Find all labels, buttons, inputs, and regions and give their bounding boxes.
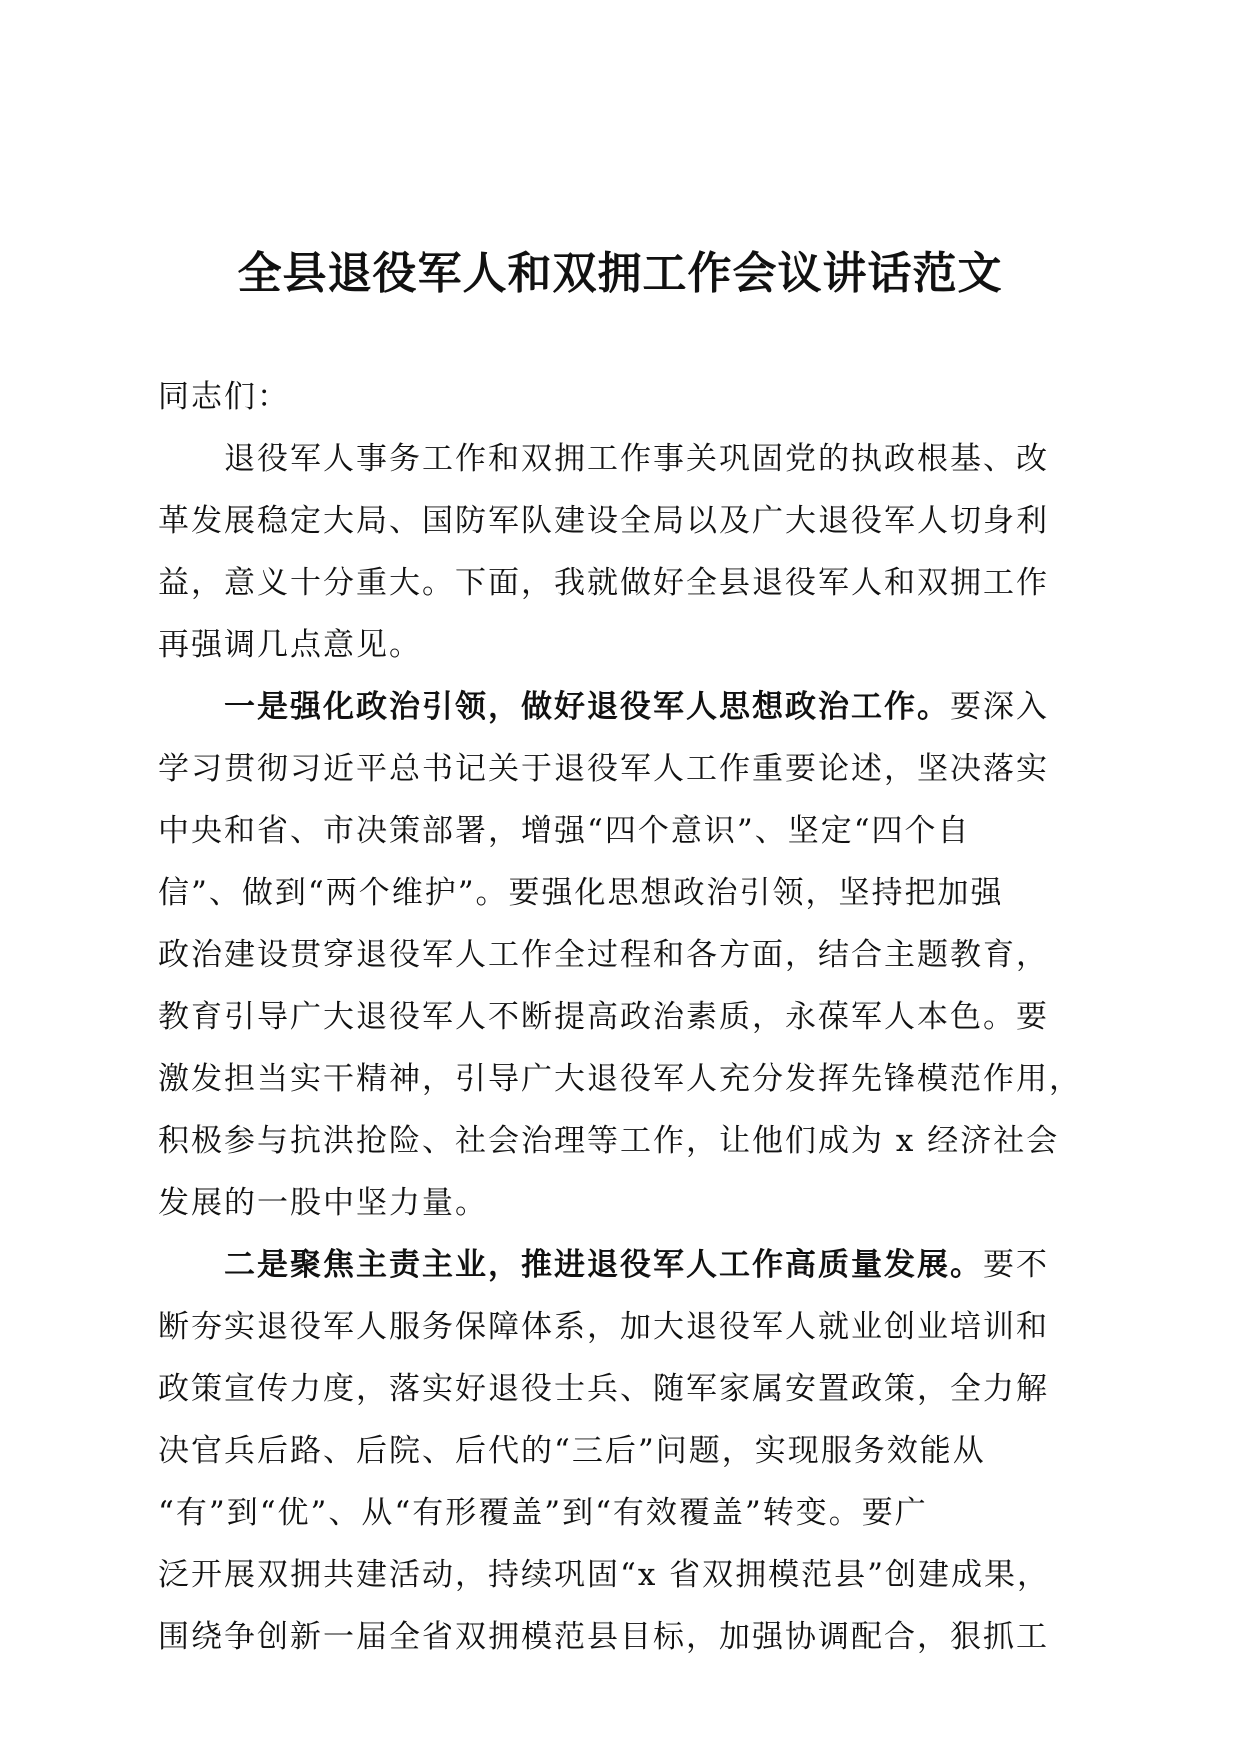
paragraph-2-line: 发展的一股中坚力量。 [158, 1185, 488, 1221]
paragraph-2-heading: 一是强化政治引领，做好退役军人思想政治工作。 [224, 689, 950, 725]
paragraph-2-line: 中央和省、市决策部署，增强“四个意识”、坚定“四个自 [158, 813, 971, 849]
paragraph-3-line: 围绕争创新一届全省双拥模范县目标，加强协调配合，狠抓工 [158, 1619, 1049, 1655]
paragraph-2-line: 政治建设贯穿退役军人工作全过程和各方面，结合主题教育， [158, 937, 1049, 973]
paragraph-2-line: 要深入 [950, 689, 1049, 725]
paragraph-1-line: 益，意义十分重大。下面，我就做好全县退役军人和双拥工作 [158, 565, 1049, 601]
paragraph-3-heading: 二是聚焦主责主业，推进退役军人工作高质量发展。 [224, 1247, 983, 1283]
paragraph-2-line: 学习贯彻习近平总书记关于退役军人工作重要论述，坚决落实 [158, 751, 1049, 787]
paragraph-1-line: 革发展稳定大局、国防军队建设全局以及广大退役军人切身利 [158, 503, 1049, 539]
paragraph-2-line: 积极参与抗洪抢险、社会治理等工作，让他们成为 x 经济社会 [158, 1123, 1060, 1159]
paragraph-1-line: 再强调几点意见。 [158, 627, 422, 663]
document-body [158, 366, 1098, 1668]
paragraph-3-line: 政策宣传力度，落实好退役士兵、随军家属安置政策，全力解 [158, 1371, 1049, 1407]
salutation: 同志们： [158, 379, 290, 415]
paragraph-3-line: “有”到“优”、从“有形覆盖”到“有效覆盖”转变。要广 [158, 1495, 928, 1531]
paragraph-3-line: 断夯实退役军人服务保障体系，加大退役军人就业创业培训和 [158, 1309, 1049, 1345]
paragraph-3-line: 要不 [983, 1247, 1049, 1283]
paragraph-2-line: 激发担当实干精神，引导广大退役军人充分发挥先锋模范作用， [158, 1061, 1082, 1097]
paragraph-2-line: 教育引导广大退役军人不断提高政治素质，永葆军人本色。要 [158, 999, 1049, 1035]
paragraph-3-first-line [158, 1234, 1098, 1296]
paragraph-2-first-line [158, 676, 1098, 738]
paragraph-1-line: 退役军人事务工作和双拥工作事关巩固党的执政根基、改 [224, 441, 1049, 477]
document-title: 全县退役军人和双拥工作会议讲话范文 [237, 248, 1003, 299]
paragraph-3-line: 决官兵后路、后院、后代的“三后”问题，实现服务效能从 [158, 1433, 986, 1469]
paragraph-3-line: 泛开展双拥共建活动，持续巩固“x 省双拥模范县”创建成果， [158, 1557, 1051, 1593]
paragraph-2-line: 信”、做到“两个维护”。要强化思想政治引领，坚持把加强 [158, 875, 1004, 911]
